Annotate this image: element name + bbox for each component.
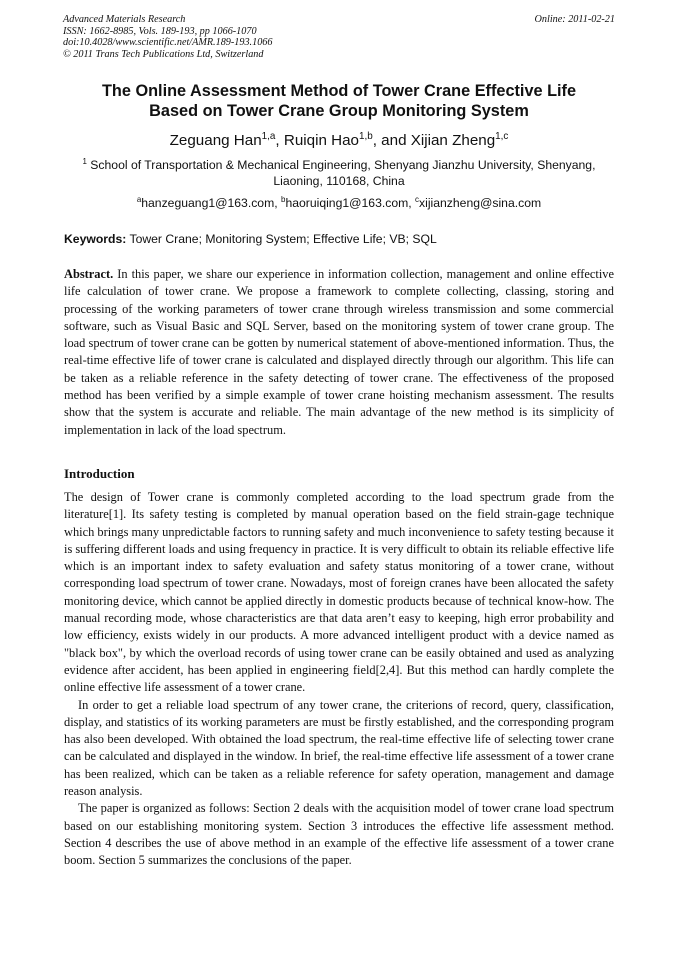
author-affiliation-mark: 1,a (261, 130, 276, 142)
email-mark: c (415, 194, 420, 204)
issn-line: ISSN: 1662-8985, Vols. 189-193, pp 1066-1070 (63, 25, 257, 37)
affiliation-text: School of Transportation & Mechanical Engineering, Shenyang Jianzhu University, Shenyang, (86, 158, 596, 172)
author-affiliation-mark: 1,c (495, 130, 509, 142)
author-separator: , (275, 132, 284, 149)
affiliation-mark: 1 (82, 156, 87, 166)
abstract-text: In this paper, we share our experience in information collection, management and online effective life calculation of tower crane. We propose a framework to complete collecting, classing, storing and processing of the working parameters of tower crane through wireless transmission and some commercial software, such as Visual Basic and SQL Server, based on the monitoring system of tower crane group. The load spectrum of tower crane can be gotten by numerical statement of above-mentioned information. Thus, the real-time effective life of tower crane is calculated and displayed directly through our algorithm. This life can be taken as a reliable reference in the safety detecting of tower crane. The effectiveness of the proposed method has been verified by a simple example of tower crane hoisting mechanism assessment. The results show that the system is accurate and reliable. The main advantage of the new method is its simplicity of implementation in lack of the load spectrum. (64, 267, 614, 437)
affiliation (63, 158, 615, 189)
introduction-paragraph-3: The paper is organized as follows: Section 2 deals with the acquisition model of tower crane load spectrum based on our establishing monitoring system. Section 3 introduces the effective life assessment method. Section 4 describes the use of above method in an example of the effective life assessment of a tower crane boom. Section 5 summarizes the conclusions of the paper. (64, 801, 614, 868)
title-line-2: Based on Tower Crane Group Monitoring System (149, 102, 529, 120)
affiliation-line-1 (63, 158, 615, 174)
email-address: hanzeguang1@163.com (141, 196, 275, 210)
author-affiliation-mark: 1,b (359, 130, 373, 142)
doi-line: doi:10.4028/www.scientific.net/AMR.189-193.1066 (63, 37, 273, 48)
abstract-label: Abstract. (64, 267, 114, 281)
keywords-label: Keywords: (64, 232, 127, 246)
email-mark: b (281, 194, 286, 204)
keywords-line (64, 232, 615, 247)
title-line-1: The Online Assessment Method of Tower Crane Effective Life (101, 82, 577, 100)
section-heading-introduction: Introduction (64, 466, 135, 481)
email-address: xijianzheng@sina.com (419, 196, 542, 210)
introduction-paragraph-2: In order to get a reliable load spectrum of any tower crane, the criterions of record, query, classification, display, and statistics of its working parameters are must be firstly established, and the corresponding program has also been developed. With obtained the load spectrum, the real-time effective life of selecting tower crane can be calculated and displayed in the window. In brief, the real-time effective life assessment of a tower crane has been realized, which can be taken as a reliable reference for safety operation, management and damage reason analysis. (64, 697, 614, 799)
abstract-paragraph (64, 266, 614, 439)
copyright-line: © 2011 Trans Tech Publications Ltd, Switzerland (63, 48, 264, 60)
author-name: Ruiqin Hao (283, 132, 359, 149)
author-name: Zeguang Han (169, 132, 262, 149)
introduction-paragraph-1: The design of Tower crane is commonly completed according to the load spectrum grade from the literature[1]. Its safety testing is completed by manual operation based on the field strain-gage technique which brings many unpredictable factors to running safety and much inconvenience to safety testing because it is suffering different loads and using frequency in practice. It is very difficult to obtain its reliable effective life which is an important index to safety evaluation and safety status monitoring of a tower crane, without corresponding load spectrum of tower crane. Nowadays, most of foreign cranes have been allocated the safety monitoring device, which cannot be applied directly in domestic products because of technical know-how. The manual recording mode, whose characteristics are that data aren’t easy to keeping, high error probability and low efficiency, exists widely in our products. A more advanced intelligent product with a device named as "black box", by which the overload records of using tower crane can be easily obtained and used as analyzing evidence after accident, has been applied in engineering field[2,4]. But this method can hardly complete the online effective life assessment of a tower crane. (64, 490, 614, 695)
author-separator: , and (372, 132, 411, 149)
journal-name: Advanced Materials Research (63, 14, 186, 25)
email-separator: , (274, 196, 282, 210)
email-mark: a (136, 194, 142, 204)
keywords-text: Tower Crane; Monitoring System; Effective Life; VB; SQL (126, 232, 437, 246)
author-list (40, 132, 638, 150)
online-date: Online: 2011-02-21 (534, 14, 615, 25)
author-name: Xijian Zheng (410, 132, 496, 149)
email-separator: , (408, 196, 416, 210)
email-list (40, 196, 638, 211)
introduction-body (64, 489, 614, 870)
affiliation-line-2: Liaoning, 110168, China (273, 173, 405, 188)
paper-title (40, 81, 638, 121)
email-address: haoruiqing1@163.com (285, 196, 409, 210)
journal-header (63, 14, 615, 60)
